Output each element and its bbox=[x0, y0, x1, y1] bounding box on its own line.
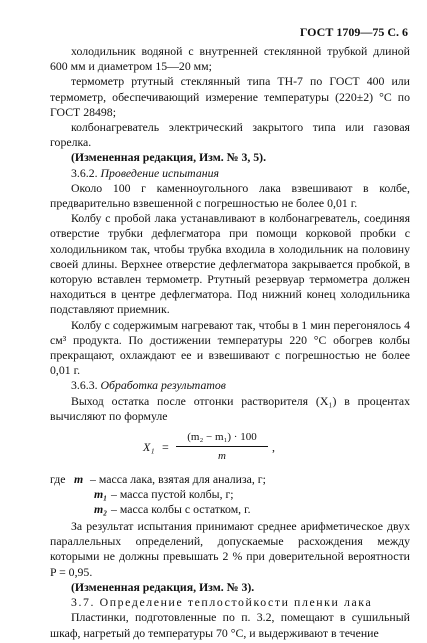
paragraph-weighing: Около 100 г каменноугольного лака взвешивают в колбе, предварительно взвешенной с погрешностью не более 0,01 г. bbox=[50, 180, 410, 211]
formula-numerator: (m₂ − m₁) · 100 bbox=[187, 431, 257, 444]
formula-equals: = bbox=[162, 440, 169, 455]
section-heading-3-7: 3.7. Определение теплостойкости пленки лака bbox=[71, 595, 373, 610]
legend-symbol: m bbox=[74, 472, 84, 487]
section-number: 3.6.3. bbox=[71, 378, 98, 393]
paragraph-plates: Пластинки, подготовленные по п. 3.2, помещают в сушильный шкаф, нагретый до температуры 70 °С, и выдерживают в течение bbox=[50, 610, 410, 640]
amendment-note: (Измененная редакция, Изм. № 3, 5). bbox=[71, 150, 267, 165]
formula-legend bbox=[50, 472, 410, 517]
paragraph-setup: Колбу с пробой лака устанавливают в колбонагреватель, соединяя отверстие трубки дефлегматора при помощи корковой пробки с холодильником так, чтобы трубка входила в холодильник на половину своей длины. Верхнее отверстие дефлегматора закрывается пробкой, в которую вставлен термометр. Ртутный резервуар термометра должен находиться в центре дефлегматора. Под нижний конец холодильника подставляют приемник. bbox=[50, 211, 410, 317]
legend-symbol: m₁ bbox=[94, 487, 108, 502]
formula-lhs: X₁ bbox=[143, 440, 155, 455]
formula-comma: , bbox=[272, 440, 275, 455]
paragraph-thermometer: термометр ртутный стеклянный типа ТН-7 по ГОСТ 400 или термометр, обеспечивающий измерение температуры (220±2) °С по ГОСТ 28498; bbox=[50, 74, 410, 119]
legend-symbol: m₂ bbox=[94, 502, 108, 517]
paragraph-formula-intro: Выход остатка после отгонки растворителя (X₁) в процентах вычисляют по формуле bbox=[50, 393, 410, 423]
amendment-note: (Измененная редакция, Изм. № 3). bbox=[71, 579, 255, 594]
legend-word: где bbox=[50, 472, 66, 487]
paragraph-heating: Колбу с содержимым нагревают так, чтобы в 1 мин перегонялось 4 см³ продукта. По достижении температуры 220 °С обогрев колбы прекращают, охлаждают ее и взвешивают с погрешностью не более 0,01 г. bbox=[50, 317, 410, 378]
page-header: ГОСТ 1709—75 С. 6 bbox=[299, 25, 408, 39]
section-number: 3.6.2. bbox=[71, 165, 98, 180]
legend-description: – масса лака, взятая для анализа, г; bbox=[90, 472, 266, 487]
section-heading-3-6-2 bbox=[50, 166, 410, 181]
fraction-bar bbox=[176, 446, 268, 447]
legend-row bbox=[50, 487, 410, 502]
section-title: Обработка результатов bbox=[100, 378, 226, 393]
legend-row bbox=[50, 472, 410, 487]
section-heading-3-6-3 bbox=[50, 378, 410, 393]
section-title: Проведение испытания bbox=[100, 165, 219, 180]
document-body bbox=[50, 44, 410, 641]
legend-description: – масса пустой колбы, г; bbox=[111, 487, 234, 502]
paragraph-result: За результат испытания принимают среднее арифметическое двух параллельных определений, допускаемые расхождения между которыми не должны превышать 2 % при доверительной вероятности P = 0,95. bbox=[50, 519, 410, 579]
paragraph-heater: колбонагреватель электрический закрытого типа или газовая горелка. bbox=[50, 120, 410, 150]
paragraph-cooler: холодильник водяной с внутренней стеклянной трубкой длиной 600 мм и диаметром 15—20 мм; bbox=[50, 44, 410, 74]
legend-row bbox=[50, 502, 410, 517]
formula-denominator: m bbox=[218, 450, 226, 463]
formula-block bbox=[50, 428, 410, 470]
legend-description: – масса колбы с остатком, г. bbox=[111, 502, 251, 517]
